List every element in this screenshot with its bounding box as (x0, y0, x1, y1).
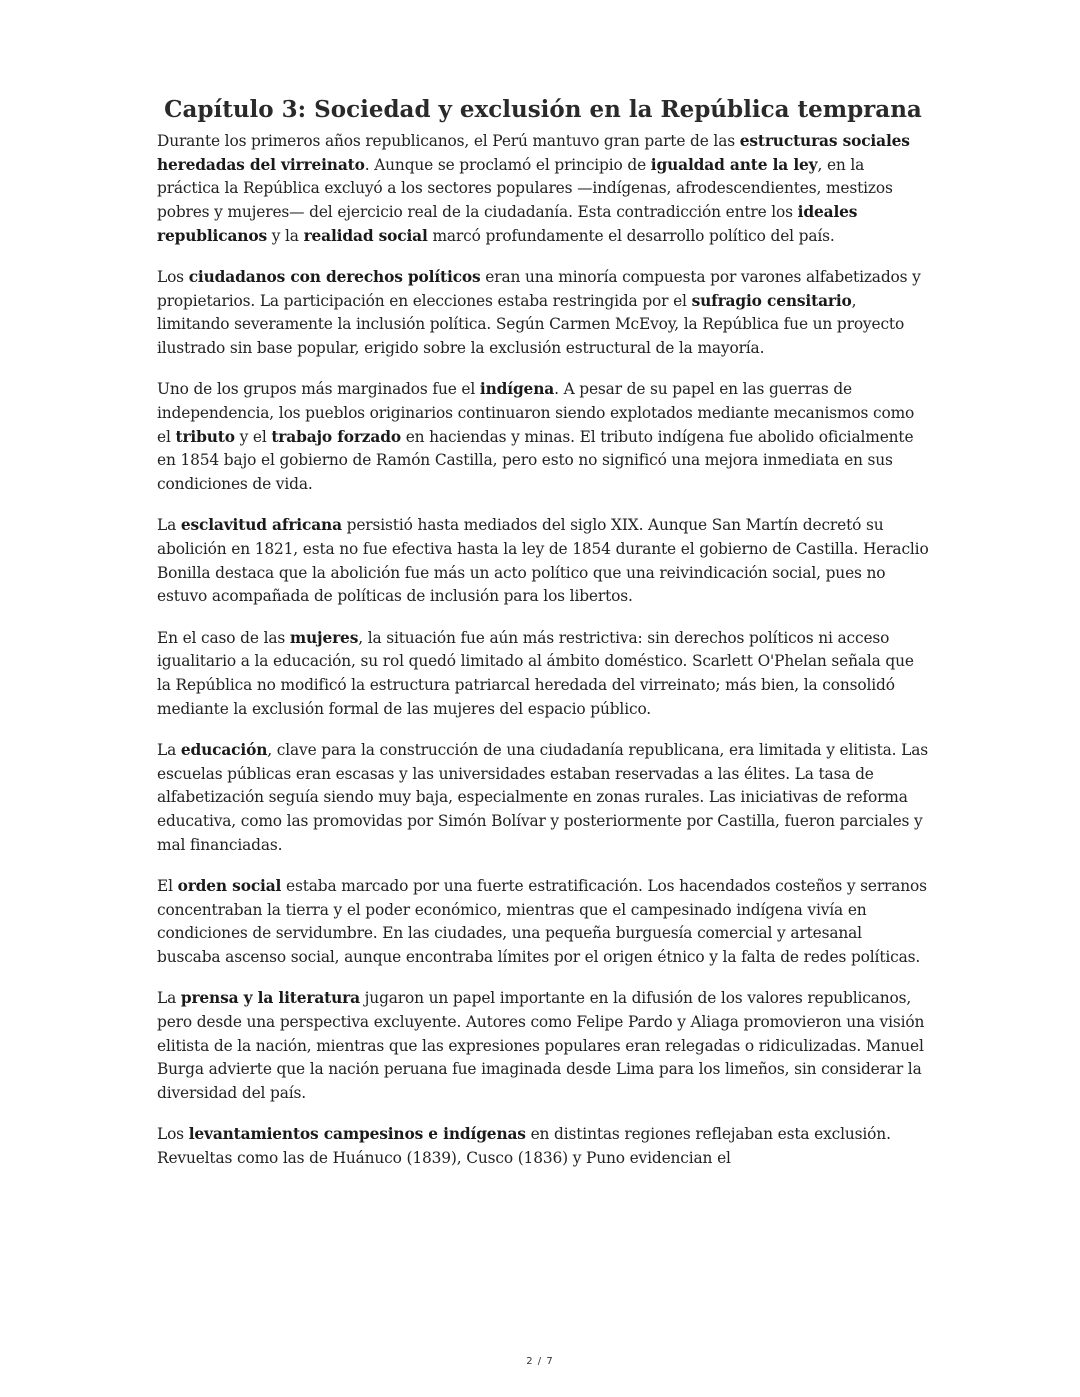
text: en haciendas y minas. El tributo indígena fue abolido oficialmente en 1854 bajo el gobierno de Ramón Castilla, pero esto no significó una mejora inmediata en sus condiciones de vida. (157, 427, 914, 494)
paragraph (157, 1123, 929, 1170)
bold-text: estructuras sociales heredadas del virreinato (157, 132, 910, 174)
paragraph (157, 627, 929, 722)
bold-text: esclavitud africana (180, 516, 342, 535)
bold-text: ideales republicanos (157, 203, 858, 245)
text: En el caso de las (157, 628, 290, 647)
document-body (157, 130, 929, 1171)
text: Los (157, 1125, 189, 1144)
text: estaba marcado por una fuerte estratificación. Los hacendados costeños y serranos concentraban la tierra y el poder económico, mientras que el campesinado indígena vivía en condiciones de servidumbre. En las ciudades, una pequeña burguesía comercial y artesanal buscaba ascenso social, aunque encontraba límites por el origen étnico y la falta de redes políticas. (157, 876, 927, 967)
bold-text: tributo (175, 427, 235, 446)
bold-text: educación (180, 740, 268, 759)
bold-text: levantamientos campesinos e indígenas (188, 1125, 526, 1144)
paragraph (157, 875, 929, 970)
text: y el (234, 427, 272, 446)
text: persistió hasta mediados del siglo XIX. Aunque San Martín decretó su abolición en 1821, esta no fue efectiva hasta la ley de 1854 durante el gobierno de Castilla. Heraclio Bonilla destaca que la abolición fue más un acto político que una reivindicación social, pues no estuvo acompañada de políticas de inclusión para los libertos. (157, 516, 929, 606)
text: , limitando severamente la inclusión política. Según Carmen McEvoy, la República fue un proyecto ilustrado sin base popular, erigido sobre la exclusión estructural de la mayoría. (157, 291, 905, 358)
paragraph (157, 266, 929, 361)
paragraph (157, 378, 929, 497)
paragraph (157, 514, 929, 609)
text: Durante los primeros años republicanos, el Perú mantuvo gran parte de las (157, 132, 740, 150)
paragraph (157, 987, 929, 1106)
text: eran una minoría compuesta por varones alfabetizados y propietarios. La participación en elecciones estaba restringida por el (157, 268, 921, 310)
text: y la (266, 226, 304, 245)
text: jugaron un papel importante en la difusión de los valores republicanos, pero desde una perspectiva excluyente. Autores como Felipe Pardo y Aliaga promovieron una visión elitista de la nación, mientras que las expresiones populares eran relegadas o ridiculizadas. Manuel Burga advierte que la nación peruana fue imaginada desde Lima para los limeños, sin considerar la diversidad del país. (157, 989, 925, 1103)
bold-text: ciudadanos con derechos políticos (188, 268, 481, 287)
bold-text: indígena (479, 380, 555, 399)
chapter-title: Capítulo 3: Sociedad y exclusión en la República temprana (164, 96, 922, 123)
paragraph (157, 130, 929, 249)
bold-text: trabajo forzado (271, 427, 401, 446)
paragraph (157, 739, 929, 858)
text: La (157, 989, 181, 1008)
bold-text: igualdad ante la ley (650, 155, 818, 174)
text: Los (157, 268, 189, 287)
text: , en la práctica la República excluyó a los sectores populares —indígenas, afrodescendientes, mestizos pobres y mujeres— del ejercicio real de la ciudadanía. Esta contradicción entre los (157, 155, 893, 222)
bold-text: prensa y la literatura (180, 989, 360, 1008)
text: . A pesar de su papel en las guerras de independencia, los pueblos originarios continuaron siendo explotados mediante mecanismos como el (157, 380, 915, 446)
text: Uno de los grupos más marginados fue el (157, 380, 480, 399)
text: La (157, 740, 181, 759)
text: La (157, 516, 181, 535)
text: , la situación fue aún más restrictiva: sin derechos políticos ni acceso igualitario a la educación, su rol quedó limitado al ámbito doméstico. Scarlett O'Phelan señala que la República no modificó la estructura patriarcal heredada del virreinato; más bien, la consolidó mediante la exclusión formal de las mujeres del espacio público. (157, 628, 914, 718)
text: El (157, 876, 178, 895)
page-number: 2 / 7 (526, 1356, 554, 1367)
bold-text: mujeres (289, 628, 359, 647)
text: , clave para la construcción de una ciudadanía republicana, era limitada y elitista. Las escuelas públicas eran escasas y las universidades estaban reservadas a las élites. La tasa de alfabetización seguía siendo muy baja, especialmente en zonas rurales. Las iniciativas de reforma educativa, como las promovidas por Simón Bolívar y posteriormente por Castilla, fueron parciales y mal financiadas. (157, 740, 929, 854)
text: marcó profundamente el desarrollo político del país. (427, 226, 835, 245)
bold-text: realidad social (303, 226, 428, 245)
text: en distintas regiones reflejaban esta exclusión. Revueltas como las de Huánuco (1839), Cusco (1836) y Puno evidencian el (157, 1125, 891, 1168)
text: . Aunque se proclamó el principio de (364, 155, 651, 174)
document-page (157, 94, 929, 1188)
bold-text: sufragio censitario (691, 291, 852, 310)
bold-text: orden social (177, 876, 282, 895)
